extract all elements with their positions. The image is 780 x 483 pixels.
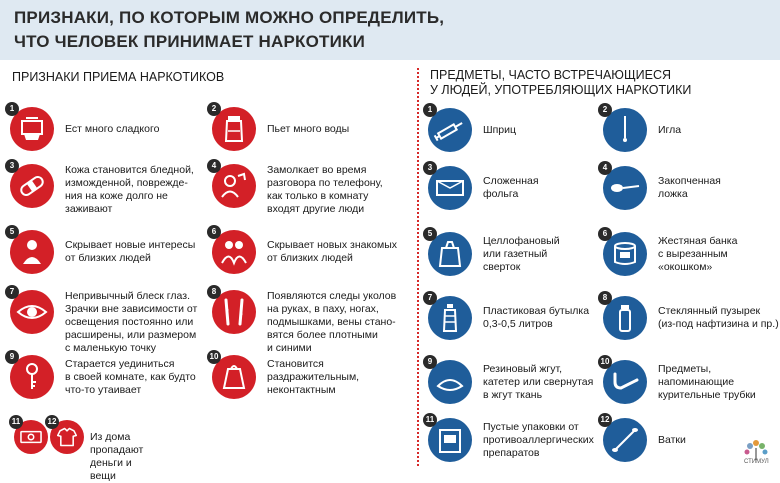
cotton-swabs-icon xyxy=(600,415,647,462)
number-badge: 1 xyxy=(423,103,437,117)
text-line: Предметы, xyxy=(658,363,712,375)
number-badge: 12 xyxy=(598,413,612,427)
sooty-spoon-icon xyxy=(602,163,647,210)
object-item-text xyxy=(483,235,560,274)
stimul-logo-text: СТИМУЛ xyxy=(744,459,769,465)
text-line: Скрывает новые интересы xyxy=(65,239,196,251)
object-item-text xyxy=(658,235,737,274)
object-item-text xyxy=(483,124,516,137)
number-badge: 5 xyxy=(423,227,437,241)
tin-can-icon xyxy=(602,229,647,276)
text-line: препаратов xyxy=(483,447,540,459)
number-badge: 6 xyxy=(207,225,221,239)
text-line: Ватки xyxy=(658,434,686,446)
number-badge: 5 xyxy=(5,225,19,239)
text-line: изможденной, поврежде- xyxy=(65,177,188,189)
text-line: Закопченная xyxy=(658,175,721,187)
text-line: ложка xyxy=(658,188,688,200)
hidden-interests-icon xyxy=(9,227,54,274)
text-line: Пьет много воды xyxy=(267,123,350,135)
items-section-title-line-1: ПРЕДМЕТЫ, ЧАСТО ВСТРЕЧАЮЩИЕСЯ xyxy=(430,68,672,82)
smoking-pipe-icon xyxy=(600,357,647,404)
text-line: Старается уединиться xyxy=(65,358,175,370)
text-line: фольга xyxy=(483,188,519,200)
text-line: заживают xyxy=(65,203,113,215)
eye-icon xyxy=(9,287,54,334)
sign-11-12-text: Из дома пропадают деньги и вещи xyxy=(90,431,144,482)
text-line: или газетный xyxy=(483,248,548,260)
object-item-text xyxy=(483,175,539,201)
sign-item-text xyxy=(267,358,359,397)
text-line: подмышками, вены стано- xyxy=(267,316,396,328)
text-line: курительные трубки xyxy=(658,389,756,401)
text-line: Непривычный блеск глаз. xyxy=(65,290,190,302)
number-badge: 8 xyxy=(598,291,612,305)
sign-item-text xyxy=(65,239,195,265)
badge-11: 11 xyxy=(9,415,23,429)
object-item-text xyxy=(658,175,721,201)
text-line: Ест много сладкого xyxy=(65,123,160,135)
text-line: на руках, в паху, ногах, xyxy=(267,303,379,315)
text-line: с вырезанным xyxy=(658,248,728,260)
object-item-text xyxy=(483,363,593,402)
number-badge: 8 xyxy=(207,285,221,299)
signs-section-title: ПРИЗНАКИ ПРИЕМА НАРКОТИКОВ xyxy=(12,70,225,84)
number-badge: 7 xyxy=(423,291,437,305)
object-item-text xyxy=(658,434,686,447)
object-item-text xyxy=(483,421,594,460)
number-badge: 9 xyxy=(423,355,437,369)
text-line: разговора по телефону, xyxy=(267,177,383,189)
sign-item-text xyxy=(65,358,196,397)
object-item-text xyxy=(658,124,681,137)
sign-item-text xyxy=(267,123,349,136)
sign-item-text xyxy=(267,290,396,355)
text-line: Замолкает во время xyxy=(267,164,367,176)
text-line: противоаллергических xyxy=(483,434,594,446)
number-badge: 1 xyxy=(5,102,19,116)
text-line: Появляются следы уколов xyxy=(267,290,397,302)
text-line: Зрачки вне зависимости от xyxy=(65,303,198,315)
number-badge: 7 xyxy=(5,285,19,299)
text-line: Стеклянный пузырек xyxy=(658,305,761,317)
sign-item-text xyxy=(65,123,159,136)
object-item-text xyxy=(658,305,779,331)
text-line: от близких людей xyxy=(267,252,353,264)
object-item-text xyxy=(483,305,589,331)
text-line: напоминающие xyxy=(658,376,735,388)
number-badge: 9 xyxy=(5,350,19,364)
items-section-title xyxy=(430,68,730,98)
page-title-line-1: ПРИЗНАКИ, ПО КОТОРЫМ МОЖНО ОПРЕДЕЛИТЬ, xyxy=(14,8,445,27)
money-icon xyxy=(11,417,48,454)
text-line: в своей комнате, как будто xyxy=(65,371,196,383)
number-badge: 11 xyxy=(423,413,437,427)
object-item-text xyxy=(658,363,756,402)
allergy-pills-box-icon xyxy=(425,415,472,462)
text-line: раздражительным, xyxy=(267,371,360,383)
text-line: Пластиковая бутылка xyxy=(483,305,590,317)
text-line: в жгут ткань xyxy=(483,389,543,401)
sign-item-text xyxy=(267,239,397,265)
number-badge: 3 xyxy=(423,161,437,175)
text-line: сверток xyxy=(483,261,521,273)
text-line: ния на коже долго не xyxy=(65,190,168,202)
sign-item-text xyxy=(267,164,383,216)
sweets-icon xyxy=(9,104,54,151)
belongings-icon xyxy=(47,417,84,454)
number-badge: 10 xyxy=(207,350,221,364)
plastic-bottle-icon xyxy=(427,293,472,340)
text-line: освещения постоянно или xyxy=(65,316,194,328)
injection-marks-icon xyxy=(211,287,256,334)
bandaged-skin-icon xyxy=(9,161,54,208)
hidden-friends-icon xyxy=(211,227,256,274)
number-badge: 6 xyxy=(598,227,612,241)
text-line: с маленькую точку xyxy=(65,342,156,354)
text-line: как только в комнату xyxy=(267,190,369,202)
text-line: Скрывает новых знакомых xyxy=(267,239,398,251)
key-icon xyxy=(9,352,54,399)
text-line: 0,3-0,5 литров xyxy=(483,318,553,330)
text-line: неконтактным xyxy=(267,384,336,396)
plastic-bag-icon xyxy=(427,229,472,276)
number-badge: 10 xyxy=(598,355,612,369)
number-badge: 2 xyxy=(598,103,612,117)
sign-item-text xyxy=(65,290,197,355)
text-line: входят другие люди xyxy=(267,203,365,215)
text-line: Игла xyxy=(658,124,682,136)
text-line: Шприц xyxy=(483,124,517,136)
irritable-person-icon xyxy=(209,352,256,399)
text-line: (из-под нафтизина и пр.) xyxy=(658,318,779,330)
water-bottle-icon xyxy=(211,104,256,151)
text-line: вятся более плотными xyxy=(267,329,378,341)
syringe-icon xyxy=(427,105,472,152)
text-line: что-то утаивает xyxy=(65,384,142,396)
sign-item-text xyxy=(65,164,194,216)
text-line: Кожа становится бледной, xyxy=(65,164,194,176)
number-badge: 4 xyxy=(598,161,612,175)
text-line: катетер или свернутая xyxy=(483,376,594,388)
text-line: Пустые упаковки от xyxy=(483,421,579,433)
text-line: Целлофановый xyxy=(483,235,560,247)
text-line: Становится xyxy=(267,358,324,370)
text-line: «окошком» xyxy=(658,261,713,273)
number-badge: 2 xyxy=(207,102,221,116)
text-line: Резиновый жгут, xyxy=(483,363,563,375)
number-badge: 4 xyxy=(207,159,221,173)
dotted-divider xyxy=(417,68,419,466)
needle-icon xyxy=(602,105,647,152)
glass-vial-icon xyxy=(602,293,647,340)
tourniquet-icon xyxy=(427,357,472,404)
text-line: Жестяная банка xyxy=(658,235,738,247)
text-line: от близких людей xyxy=(65,252,151,264)
text-line: Сложенная xyxy=(483,175,539,187)
header-banner xyxy=(0,0,780,60)
items-section-title-line-2: У ЛЮДЕЙ, УПОТРЕБЛЯЮЩИХ НАРКОТИКИ xyxy=(430,83,692,97)
text-line: расширены, или размером xyxy=(65,329,197,341)
badge-12: 12 xyxy=(45,415,59,429)
page-title-line-2: ЧТО ЧЕЛОВЕК ПРИНИМАЕТ НАРКОТИКИ xyxy=(14,32,366,51)
phone-call-icon xyxy=(211,161,256,208)
text-line: и синими xyxy=(267,342,312,354)
folded-foil-icon xyxy=(427,163,472,210)
number-badge: 3 xyxy=(5,159,19,173)
